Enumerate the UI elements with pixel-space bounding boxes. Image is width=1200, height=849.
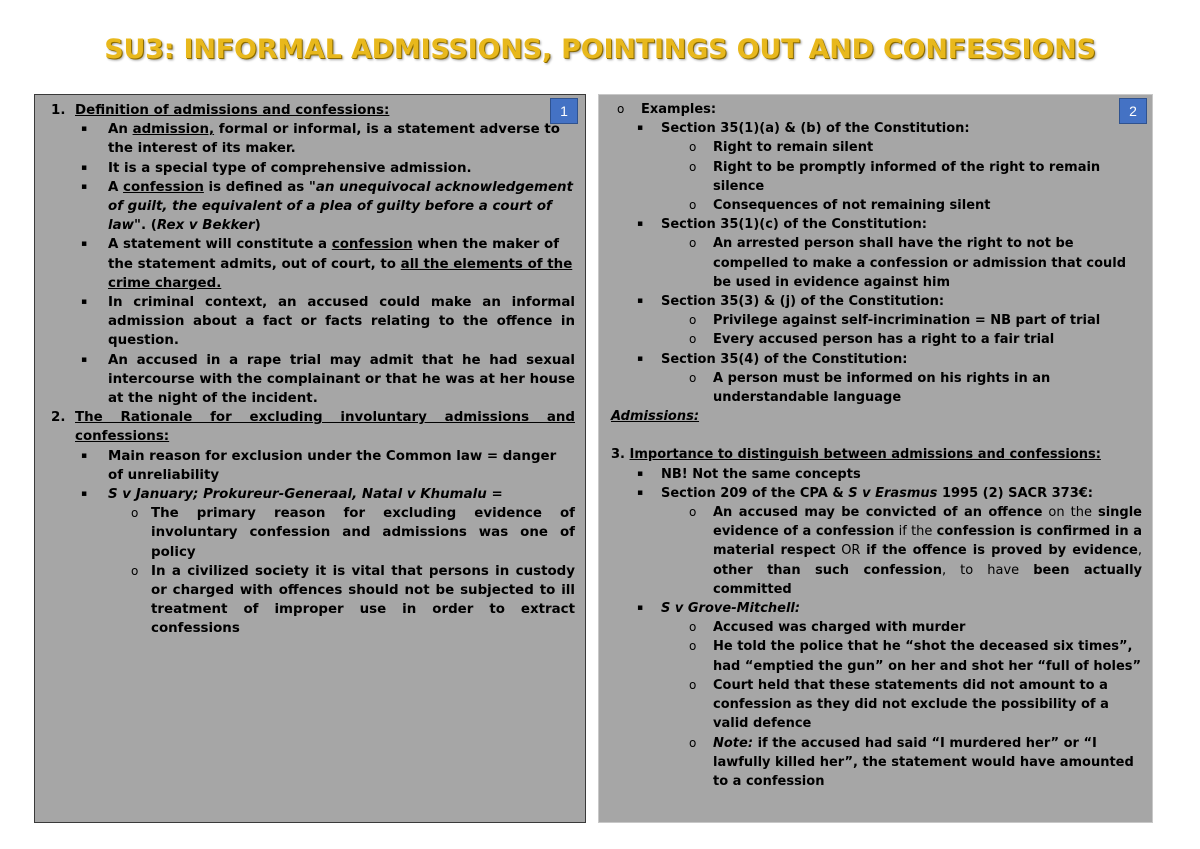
list-number: 1. bbox=[51, 103, 66, 118]
square-bullet-icon: ▪ bbox=[81, 124, 88, 135]
square-bullet-icon: ▪ bbox=[81, 239, 88, 250]
square-bullet-icon: ▪ bbox=[637, 123, 644, 134]
list-item: o He told the police that he “shot the deceased six times”, had “emptied the gun” on her and shot her “full of holes” bbox=[689, 639, 1142, 674]
list-item: o The primary reason for excluding evidence of involuntary confession and admissions was one of policy bbox=[131, 506, 575, 560]
list-item: o Note: if the accused had said “I murdered her” or “I lawfully killed her”, the statement would have amounted to a confession bbox=[689, 735, 1134, 789]
list-item: o Accused was charged with murder bbox=[611, 618, 1142, 637]
section-1-heading bbox=[51, 101, 575, 120]
circle-bullet-icon: o bbox=[689, 313, 697, 328]
heading-text: Definition of admissions and confessions: bbox=[75, 103, 390, 118]
section-2-heading bbox=[51, 408, 575, 446]
circle-bullet-icon: o bbox=[689, 332, 697, 347]
square-bullet-icon: ▪ bbox=[637, 487, 644, 498]
circle-bullet-icon: o bbox=[689, 236, 697, 251]
circle-bullet-icon: o bbox=[689, 370, 697, 385]
list-item: o A person must be informed on his rights in an understandable language bbox=[689, 370, 1051, 406]
circle-bullet-icon: o bbox=[617, 102, 625, 116]
circle-bullet-icon: o bbox=[689, 159, 697, 174]
circle-bullet-icon: o bbox=[689, 677, 697, 692]
circle-bullet-icon: o bbox=[689, 505, 697, 520]
list-item: o In a civilized society it is vital that persons in custody or charged with offences should not be subjected to ill treatment of improper use in order to extract confessions bbox=[131, 563, 575, 637]
circle-bullet-icon: o bbox=[689, 140, 697, 155]
heading-text: The Rationale for excluding involuntary admissions and confessions: bbox=[75, 410, 575, 445]
list-item: o An arrested person shall have the right to not be compelled to make a confession or admission that could be used in evidence against him bbox=[689, 236, 1127, 290]
panel-2 bbox=[598, 94, 1153, 823]
circle-bullet-icon: o bbox=[689, 639, 697, 654]
panel-number-badge: 2 bbox=[1119, 98, 1147, 124]
list-item: ▪ S v Grove-Mitchell: bbox=[611, 599, 1142, 618]
list-item: ▪ An admission, formal or informal, is a statement adverse to the interest of its maker. bbox=[81, 122, 560, 157]
circle-bullet-icon: o bbox=[689, 198, 697, 213]
list-item: ▪ Section 35(1)(c) of the Constitution: bbox=[611, 215, 1142, 234]
circle-bullet-icon: o bbox=[131, 506, 139, 521]
square-bullet-icon: ▪ bbox=[81, 181, 88, 192]
list-item: o Every accused person has a right to a fair trial bbox=[611, 330, 1142, 349]
circle-bullet-icon: o bbox=[131, 563, 139, 578]
square-bullet-icon: ▪ bbox=[81, 489, 88, 500]
list-item: ▪ In criminal context, an accused could make an informal admission about a fact or facts relating to the offence in question. bbox=[81, 295, 575, 349]
list-item: o Examples: bbox=[611, 100, 1142, 119]
panel-number-badge: 1 bbox=[550, 98, 578, 124]
list-item: ▪ An accused in a rape trial may admit that he had sexual intercourse with the complainant or that he was at her house at the night of the incident. bbox=[81, 352, 575, 407]
circle-bullet-icon: o bbox=[689, 735, 697, 750]
square-bullet-icon: ▪ bbox=[637, 353, 644, 364]
list-item: ▪ NB! Not the same concepts bbox=[611, 465, 1142, 484]
panel-1 bbox=[34, 94, 586, 823]
list-item: ▪ Section 209 of the CPA & S v Erasmus 1995 (2) SACR 373€: bbox=[611, 484, 1142, 503]
square-bullet-icon: ▪ bbox=[637, 219, 644, 230]
admissions-heading: Admissions: bbox=[611, 409, 700, 425]
square-bullet-icon: ▪ bbox=[81, 354, 88, 365]
list-item: ▪ S v January; Prokureur-Generaal, Natal v Khumalu = bbox=[51, 485, 575, 504]
list-item: ▪ It is a special type of comprehensive admission. bbox=[51, 159, 575, 178]
square-bullet-icon: ▪ bbox=[81, 450, 88, 461]
list-item: ▪ Section 35(3) & (j) of the Constitution: bbox=[611, 292, 1142, 311]
square-bullet-icon: ▪ bbox=[637, 296, 644, 307]
section-3-heading: 3. Importance to distinguish between admissions and confessions: bbox=[611, 447, 1101, 463]
list-item: ▪ Section 35(1)(a) & (b) of the Constitution: bbox=[611, 119, 1142, 138]
list-item: ▪ A statement will constitute a confession when the maker of the statement admits, out of court, to all the elements of the crime charged. bbox=[81, 237, 573, 291]
square-bullet-icon: ▪ bbox=[637, 468, 644, 479]
list-number: 2. bbox=[51, 410, 66, 426]
square-bullet-icon: ▪ bbox=[81, 297, 88, 308]
list-item: o Privilege against self-incrimination = NB part of trial bbox=[611, 311, 1142, 330]
list-item: ▪ A confession is defined as "an unequivocal acknowledgement of guilt, the equivalent of a plea of guilty before a court of law". (Rex v Bekker) bbox=[81, 179, 573, 234]
list-item: o Consequences of not remaining silent bbox=[611, 196, 1142, 215]
circle-bullet-icon: o bbox=[689, 620, 697, 635]
list-item: ▪ Section 35(4) of the Constitution: bbox=[611, 350, 1142, 369]
page-title: SU3: INFORMAL ADMISSIONS, POINTINGS OUT AND CONFESSIONS bbox=[104, 34, 1096, 65]
list-item: o An accused may be convicted of an offence on the single evidence of a confession if the confession is confirmed in a material respect OR if the offence is proved by evidence, other than such confession, to have been actually committed bbox=[689, 505, 1143, 597]
list-item: ▪ Main reason for exclusion under the Common law = danger of unreliability bbox=[81, 448, 557, 483]
list-item: o Court held that these statements did not amount to a confession as they did not exclude the possibility of a valid defence bbox=[689, 677, 1109, 732]
square-bullet-icon: ▪ bbox=[637, 603, 644, 614]
square-bullet-icon: ▪ bbox=[81, 162, 88, 173]
spacer bbox=[611, 426, 1142, 445]
list-item: o Right to be promptly informed of the right to remain silence bbox=[689, 159, 1101, 194]
list-item: o Right to remain silent bbox=[611, 138, 1142, 157]
